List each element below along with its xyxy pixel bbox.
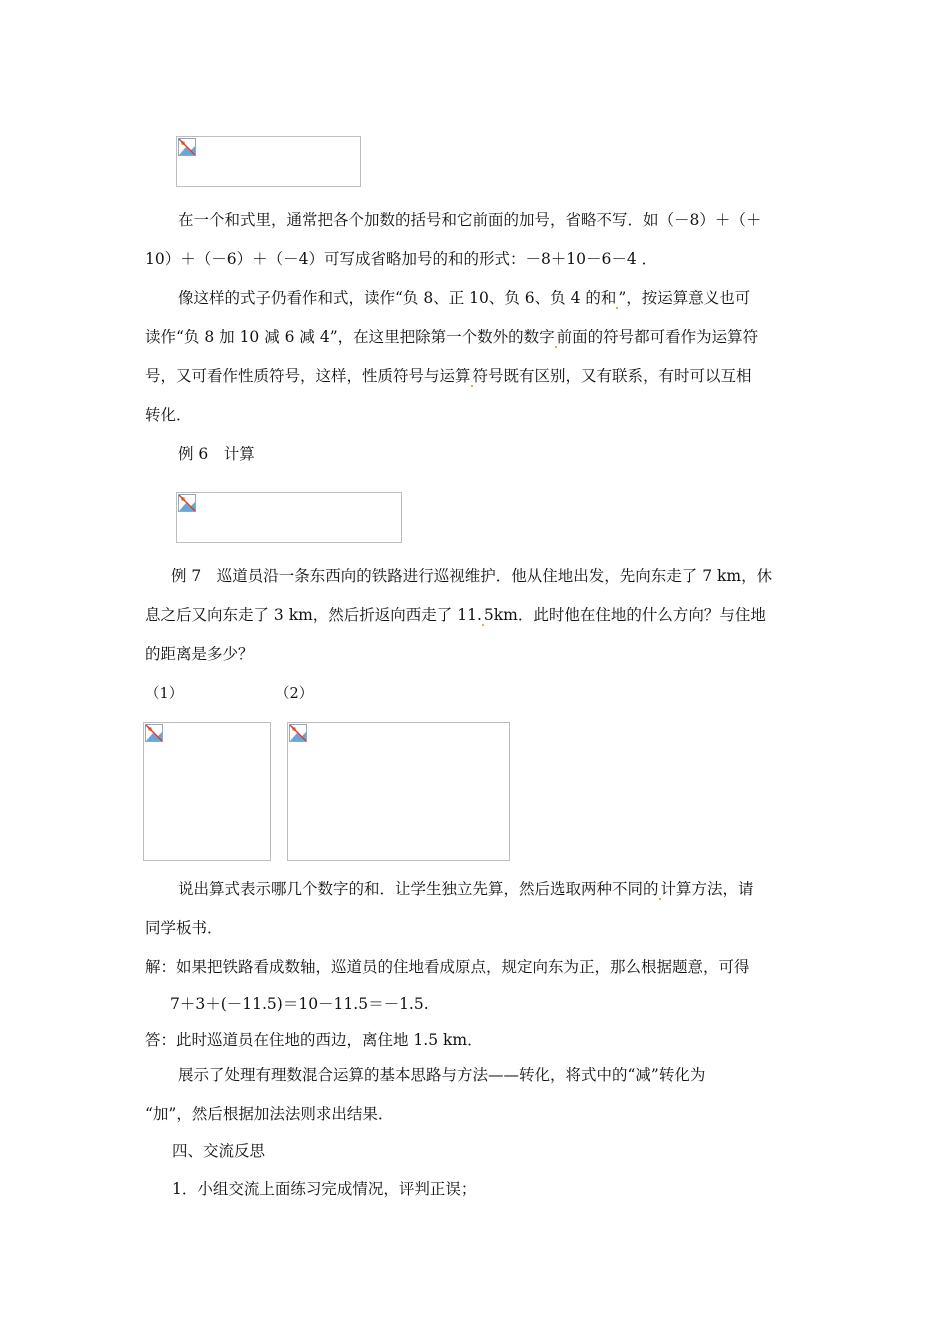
answer-line: 答：此时巡道员在住地的西边，离住地 1.5 km． <box>145 1031 483 1049</box>
example-7-line-2-text <box>145 604 766 626</box>
edit-mark <box>482 624 484 626</box>
paragraph-2-line-3-text <box>145 365 752 387</box>
list-item-1: 1．小组交流上面练习完成情况，评判正误； <box>172 1180 477 1198</box>
image-placeholder-4 <box>287 722 510 861</box>
paragraph-4-line-1 <box>178 1064 806 1086</box>
image-placeholder-1 <box>176 136 361 187</box>
label-2: （2） <box>275 686 314 702</box>
image-placeholder-3 <box>143 722 271 861</box>
example-7-line-1-text: 例 7 巡道员沿一条东西向的铁路进行巡视维护．他从住地出发，先向东走了 7 km，休 <box>171 567 773 585</box>
p2-l1b: ”，按运算意义也可 <box>618 289 751 307</box>
p3-l1b: 计算方法，请 <box>660 880 754 898</box>
broken-image-icon <box>145 724 163 742</box>
p2-l1a: 像这样的式子仍看作和式，读作“负 8、正 10、负 6、负 4 的和 <box>178 289 617 307</box>
p3-l1a: 说出算式表示哪几个数字的和．让学生独立先算，然后选取两种不同的 <box>178 880 659 898</box>
example-6-heading: 例 6 计算 <box>178 445 255 463</box>
edit-mark <box>659 898 661 900</box>
paragraph-1-line-1 <box>178 209 806 231</box>
e7-l2b: 5km．此时他在住地的什么方向？与住地 <box>483 606 766 624</box>
label-1: （1） <box>145 686 184 702</box>
example-7-line-2 <box>145 604 806 626</box>
edit-mark <box>555 346 557 348</box>
paragraph-2-line-2 <box>145 326 806 348</box>
paragraph-3-line-1-text <box>178 878 754 900</box>
paragraph-1-line-2 <box>145 248 667 270</box>
edit-mark <box>471 385 473 387</box>
image-placeholder-2 <box>176 492 402 543</box>
paragraph-2-line-1-text <box>178 287 750 309</box>
paragraph-3-line-1 <box>178 878 806 900</box>
e7-l2a: 息之后又向东走了 3 km，然后折返向西走了 11. <box>145 606 482 624</box>
paragraph-3-line-2: 同学板书． <box>145 919 223 937</box>
solution-line-1: 解：如果把铁路看成数轴，巡道员的住地看成原点，规定向东为正，那么根据题意，可得 <box>145 958 750 976</box>
p2-l2b: 前面的符号都可看作为运算符 <box>556 328 759 346</box>
example-7-line-1 <box>171 565 806 587</box>
p2-l2a: 读作“负 8 加 10 减 6 减 4”，在这里把除第一个数外的数字 <box>145 328 555 346</box>
p2-l3a: 号，又可看作性质符号，这样，性质符号与运算 <box>145 367 471 385</box>
broken-image-icon <box>178 138 196 156</box>
paragraph-4-line-2: “加”，然后根据加法法则求出结果． <box>145 1105 394 1123</box>
paragraph-2-line-2-text <box>145 326 758 348</box>
edit-mark <box>616 307 618 309</box>
solution-equation: 7＋3＋(－11.5)＝10－11.5＝－1.5. <box>170 995 429 1013</box>
broken-image-icon <box>178 494 196 512</box>
example-7-line-3: 的距离是多少？ <box>145 645 254 663</box>
broken-image-icon <box>289 724 307 742</box>
paragraph-1-line-1-text: 在一个和式里，通常把各个加数的括号和它前面的加号，省略不写．如（－8）＋（＋ <box>178 211 762 229</box>
paragraph-2-line-3 <box>145 365 806 387</box>
section-4-heading: 四、交流反思 <box>172 1142 266 1160</box>
paragraph-2-line-4: 转化． <box>145 406 192 424</box>
paragraph-1-line-2-text: 10）＋（－6）＋（－4）可写成省略加号的和的形式：－8＋10－6－4 ． <box>145 250 658 268</box>
paragraph-4-line-1-text: 展示了处理有理数混合运算的基本思路与方法——转化，将式中的“减”转化为 <box>178 1066 706 1084</box>
paragraph-2-line-1 <box>178 287 806 309</box>
p2-l3b: 符号既有区别，又有联系，有时可以互相 <box>472 367 752 385</box>
